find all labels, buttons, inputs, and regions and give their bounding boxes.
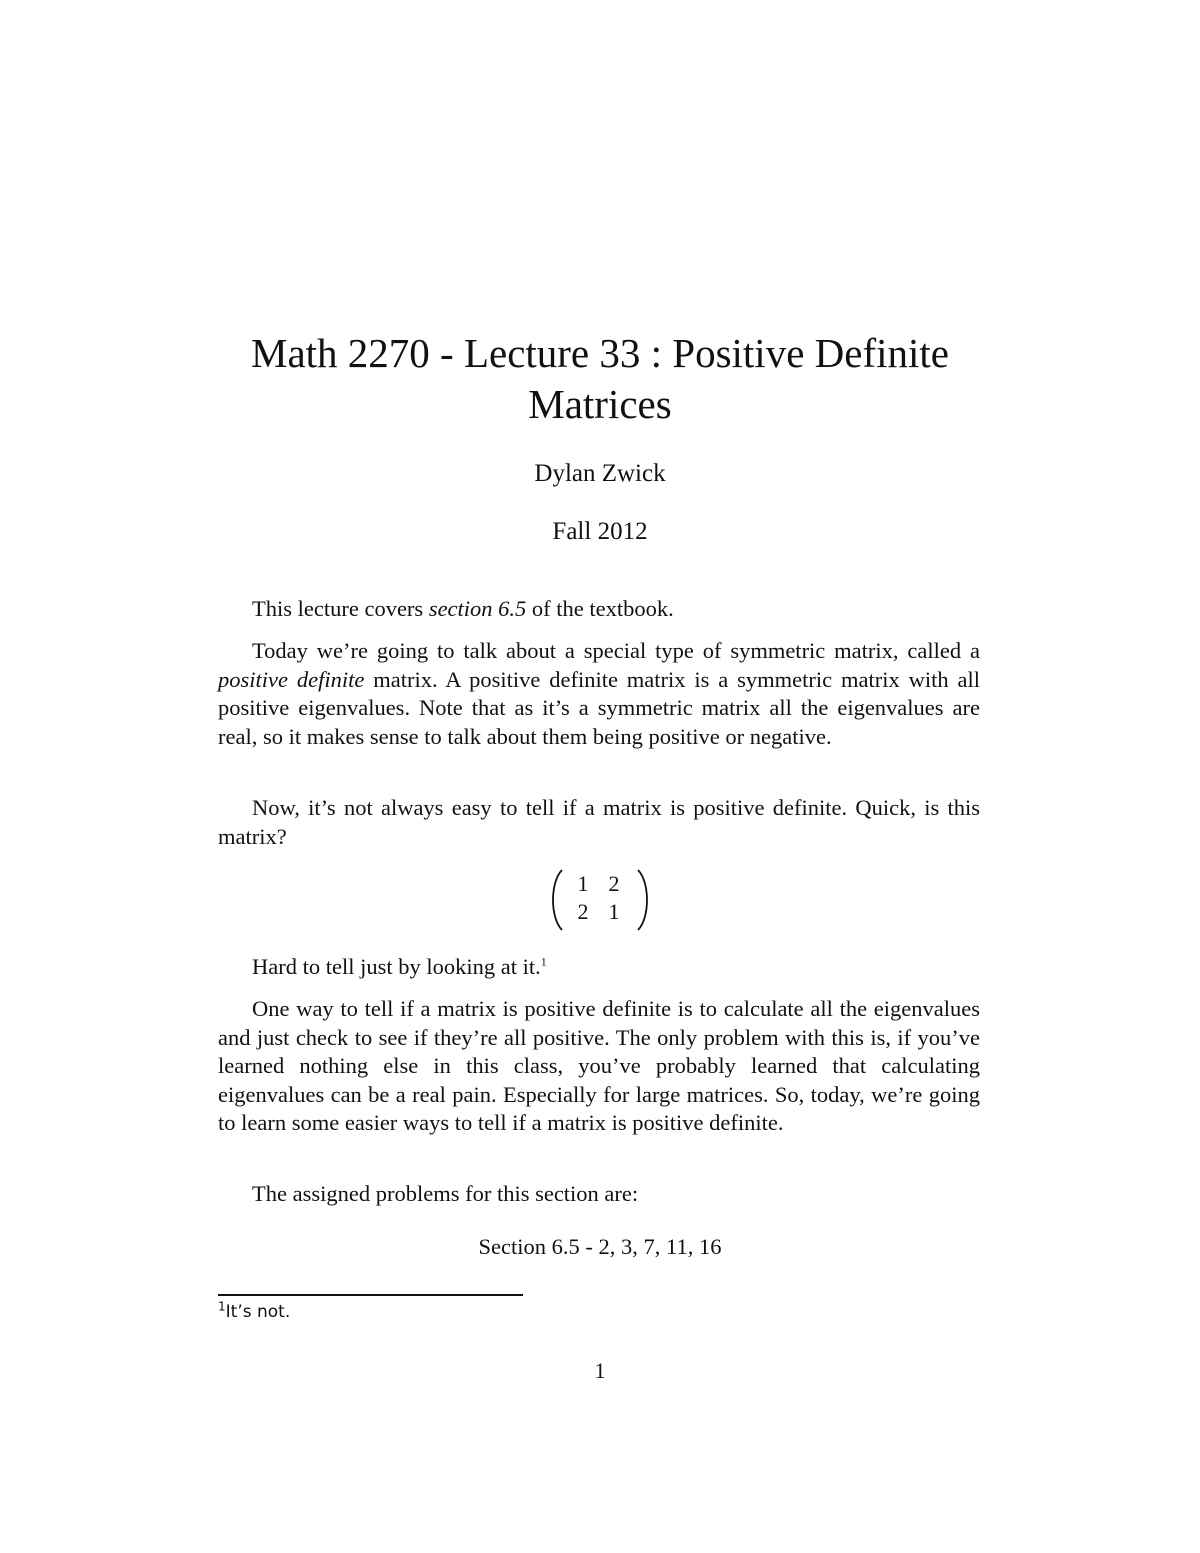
- matrix-cell: 1: [577, 871, 589, 896]
- footnote-reference: 1: [540, 954, 547, 969]
- matrix-cell: 2: [577, 899, 589, 924]
- author-name: Dylan Zwick: [534, 460, 666, 487]
- assigned-problems-list: Section 6.5 - 2, 3, 7, 11, 16: [478, 1234, 722, 1259]
- footnote-mark: 1: [218, 1299, 226, 1314]
- title-line-2: Matrices: [528, 381, 672, 427]
- footnote-text: It’s not.: [225, 1302, 291, 1322]
- paragraph-section-reference: [218, 595, 980, 624]
- text-span: Hard to tell just by looking at it.: [252, 954, 541, 979]
- date: Fall 2012: [552, 518, 648, 545]
- right-paren: [638, 870, 647, 930]
- paragraph-assigned-problems: The assigned problems for this section are:: [252, 1181, 639, 1206]
- emphasis-section: section 6.5: [428, 596, 527, 621]
- footnote: [218, 1299, 291, 1322]
- title-line-1: Math 2270 - Lecture 33 : Positive Definite: [251, 330, 949, 376]
- paragraph-hard-to-tell: [218, 953, 980, 982]
- matrix-cell: 1: [608, 899, 620, 924]
- emphasis-positive-definite: positive definite: [218, 666, 365, 692]
- left-paren: [553, 870, 562, 930]
- matrix-brackets: [548, 868, 652, 932]
- example-matrix: [548, 868, 652, 932]
- matrix-cell: 2: [608, 871, 620, 896]
- document-title: [150, 328, 1050, 430]
- paragraph-eigenvalue-method: One way to tell if a matrix is positive definite is to calculate all the eigenvalues and just check to see if they’re all positive. The only problem with this is, if you’ve learned nothing else in this class, you’ve probably learned that calculating eigenvalues can be a real pain. Especially for large matrices. So, today, we’re going to learn some easier ways to tell if a matrix is positive definite.: [218, 996, 980, 1136]
- footnote-divider: [218, 1294, 523, 1296]
- text-span: matrix. A positive definite matrix is a symmetric matrix with all positive eigenvalues. Note that as it’s a symmetric matrix all the eigenvalues are real, so it makes sense to talk about them being positive or negative.: [218, 666, 980, 749]
- page-number: 1: [594, 1358, 606, 1383]
- text-span: This lecture covers: [252, 596, 429, 621]
- paragraph-definition: [218, 637, 980, 751]
- paragraph-question: Now, it’s not always easy to tell if a matrix is positive definite. Quick, is this matrix?: [218, 795, 980, 849]
- text-span: of the textbook.: [526, 596, 674, 621]
- text-span: Today we’re going to talk about a special type of symmetric matrix, called a: [252, 638, 980, 663]
